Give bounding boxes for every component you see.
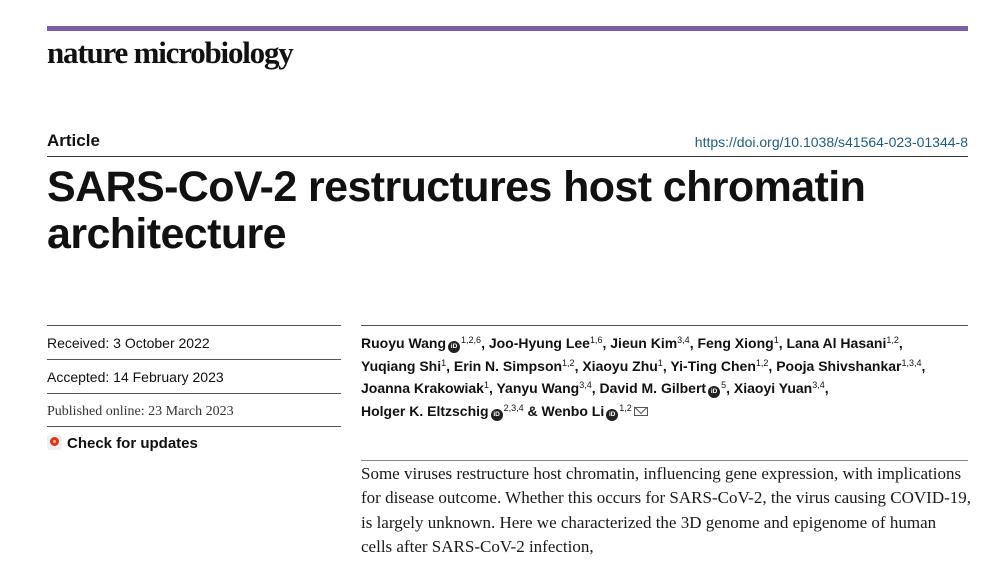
affiliation-numbers: 1,2 — [886, 335, 899, 345]
journal-accent-bar — [47, 26, 968, 31]
affiliation-numbers: 1,2 — [619, 402, 632, 413]
author[interactable] — [496, 380, 591, 396]
author-name: Xiaoyu Zhu — [582, 357, 658, 374]
author-name: Wenbo Li — [541, 402, 605, 419]
doi-link[interactable]: https://doi.org/10.1038/s41564-023-01344-8 — [694, 134, 968, 150]
affiliation-numbers: 3,4 — [579, 380, 592, 390]
author[interactable] — [361, 403, 524, 419]
author-name: Yi-Ting Chen — [670, 357, 756, 374]
author[interactable] — [361, 358, 446, 374]
author-name: Joo-Hyung Lee — [488, 335, 590, 351]
article-dates — [47, 325, 341, 453]
author-name: Feng Xiong — [697, 335, 774, 351]
author-name: Erin N. Simpson — [453, 357, 563, 374]
author[interactable] — [600, 380, 727, 396]
author-name: Holger K. Eltzschig — [361, 402, 489, 419]
author[interactable] — [582, 358, 662, 374]
affiliation-numbers: 1,2 — [562, 357, 575, 368]
journal-name: nature microbiology — [47, 35, 293, 70]
orcid-icon[interactable]: iD — [606, 409, 618, 421]
affiliation-numbers: 1,6 — [589, 335, 603, 345]
author-name: Yuqiang Shi — [361, 357, 442, 374]
orcid-icon[interactable]: iD — [708, 386, 720, 398]
orcid-icon[interactable]: iD — [448, 341, 460, 353]
header-divider — [47, 156, 968, 157]
affiliation-numbers: 1,3,4 — [901, 357, 922, 368]
affiliation-numbers: 1 — [773, 335, 779, 345]
article-type: Article — [47, 131, 100, 150]
envelope-icon[interactable] — [634, 407, 648, 416]
authors-divider — [361, 325, 968, 326]
author-name: Pooja Shivshankar — [776, 357, 902, 374]
affiliation-numbers: 1 — [441, 357, 447, 368]
author[interactable] — [697, 335, 778, 351]
author[interactable] — [610, 335, 689, 351]
author[interactable] — [734, 380, 825, 396]
affiliation-numbers: 1,2 — [755, 357, 769, 368]
abstract: Some viruses restructure host chromatin, influencing gene expression, with implications for disease outcome. Whether this occurs for SARS-CoV-2, the virus causing COVID-19, is largely unknown. Here we characterized the 3D genome and epigenome of human cells after SARS-CoV-2 infection, — [361, 464, 972, 557]
crossmark-icon — [47, 435, 62, 450]
author[interactable] — [454, 358, 575, 374]
author-name: Joanna Krakowiak — [361, 380, 484, 396]
affiliation-numbers: 3,4 — [812, 380, 825, 390]
author-list: Ruoyu Wang iD$^{1,2,6}$, Joo-Hyung Lee$^{1,6}$, Jieun Kim$^{3,4}$, Feng Xiong$^1$, Lana Al Hasani$^{1,2}$, Yuqiang Shi$^1$, Erin N. Simpson$^{1,2}$, Xiaoyu Zhu$^1$, Yi-Ting Chen$^{1,2}$, Pooja Shivshankar$^{1,3,4}$, Joanna Krakowiak$^1$, Yanyu Wang$^{3,4}$, David M. Gilbert $iD^5$, Xiaoyi Yuan$^{3,4}$, Holger K. Eltzschig iD$^{2,3,4}$ & Wenbo Li iD$^{1,2}$ — [361, 335, 926, 419]
article-title: SARS-CoV-2 restructures host chromatin architecture — [47, 163, 866, 258]
author[interactable] — [361, 380, 489, 396]
author[interactable] — [489, 335, 603, 351]
check-for-updates-label: Check for updates — [67, 435, 198, 452]
author-name: Jieun Kim — [610, 335, 678, 351]
author[interactable] — [361, 335, 481, 351]
check-for-updates-button[interactable] — [47, 427, 341, 453]
author-name: Yanyu Wang — [496, 380, 580, 396]
accepted-date: Accepted: 14 February 2023 — [47, 359, 341, 393]
affiliation-numbers: 2,3,4 — [503, 402, 524, 413]
affiliation-numbers: 5 — [721, 380, 727, 390]
affiliation-numbers: 3,4 — [677, 335, 690, 345]
author-name: Lana Al Hasani — [786, 335, 887, 351]
orcid-icon[interactable]: iD — [491, 409, 503, 421]
author[interactable] — [542, 403, 648, 419]
author[interactable] — [776, 358, 921, 374]
received-date: Received: 3 October 2022 — [47, 325, 341, 359]
affiliation-numbers: 1 — [657, 357, 663, 368]
abstract-divider — [361, 460, 968, 461]
author[interactable] — [670, 358, 768, 374]
affiliation-numbers: 1,2,6 — [461, 335, 482, 345]
published-date: Published online: 23 March 2023 — [47, 393, 341, 427]
author-name: Xiaoyi Yuan — [733, 380, 813, 396]
author[interactable] — [786, 335, 898, 351]
author-name: Ruoyu Wang — [361, 335, 447, 351]
author-name: David M. Gilbert — [599, 380, 707, 396]
affiliation-numbers: 1 — [483, 380, 489, 390]
